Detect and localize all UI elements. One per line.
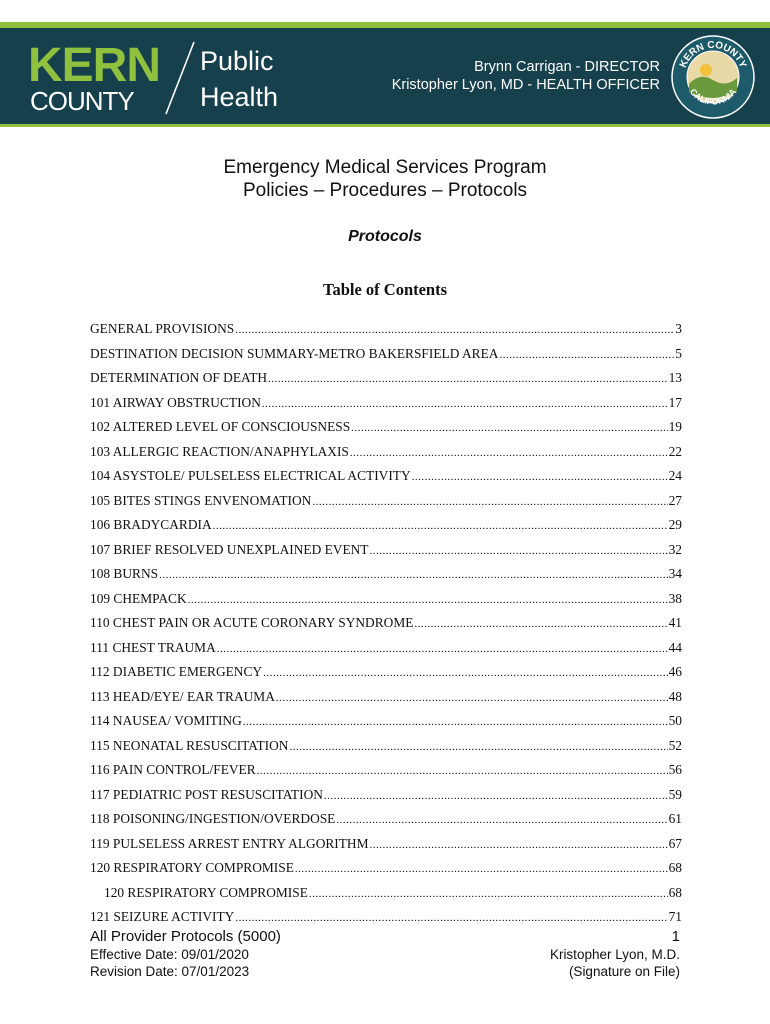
- footer-effective-date: Effective Date: 09/01/2020: [90, 947, 249, 962]
- toc-leader-dots: [295, 857, 668, 881]
- toc-entry-label: 120 RESPIRATORY COMPROMISE: [90, 860, 294, 875]
- toc-heading: Table of Contents: [322, 280, 448, 299]
- toc-leader-dots: [243, 710, 668, 734]
- toc-leader-dots: [289, 735, 667, 759]
- toc-leader-dots: [235, 906, 667, 930]
- toc-entry[interactable]: [90, 489, 682, 514]
- toc-leader-dots: [268, 367, 668, 391]
- footer-signer: Kristopher Lyon, M.D.: [549, 947, 680, 962]
- footer-signature-note: (Signature on File): [568, 964, 680, 979]
- toc-entry-page: 27: [668, 492, 682, 508]
- logo-county-text: COUNTY: [30, 86, 134, 116]
- toc-entry-label: 102 ALTERED LEVEL OF CONSCIOUSNESS: [90, 419, 351, 434]
- toc-entry[interactable]: [90, 881, 682, 906]
- toc-leader-dots: [499, 343, 674, 367]
- toc-entry[interactable]: [90, 562, 682, 587]
- toc-entry-page: 44: [668, 639, 682, 655]
- toc-entry-page: 41: [668, 615, 682, 630]
- toc-entry-label: 115 NEONATAL RESUSCITATION: [90, 737, 289, 753]
- toc-leader-dots: [217, 637, 668, 661]
- title-line-2: Policies – Procedures – Protocols: [242, 180, 528, 201]
- toc-entry-label: 101 AIRWAY OBSTRUCTION: [90, 394, 261, 410]
- leadership-names: [392, 58, 660, 94]
- seal-top-text: KERN COUNTY: [677, 39, 749, 70]
- toc-entry-page: 59: [668, 786, 682, 802]
- toc-entry-label: 109 CHEMPACK: [90, 590, 187, 606]
- toc-entry-label: 120 RESPIRATORY COMPROMISE: [104, 884, 308, 900]
- toc-leader-dots: [369, 539, 667, 563]
- toc-entry[interactable]: [90, 685, 682, 710]
- toc-entry[interactable]: [90, 660, 682, 685]
- logo-public-text: Public: [200, 46, 274, 76]
- toc-entry[interactable]: [90, 366, 682, 391]
- toc-entry-label: 106 BRADYCARDIA: [90, 517, 212, 532]
- toc-entry-page: 19: [668, 419, 682, 434]
- health-officer-name: Kristopher Lyon, MD - HEALTH OFFICER: [391, 77, 660, 93]
- toc-entry[interactable]: [90, 391, 682, 416]
- toc-leader-dots: [213, 514, 668, 538]
- toc-entry-label: 116 PAIN CONTROL/FEVER: [90, 762, 256, 777]
- toc-entry-label: 118 POISONING/INGESTION/OVERDOSE: [90, 811, 336, 826]
- toc-leader-dots: [336, 808, 667, 832]
- toc-entry[interactable]: [90, 856, 682, 881]
- toc-entry-page: 34: [668, 566, 682, 581]
- toc-entry-page: 24: [668, 468, 682, 483]
- toc-entry-page: 71: [668, 909, 682, 924]
- toc-entry-label: 119 PULSELESS ARREST ENTRY ALGORITHM: [90, 835, 369, 851]
- toc-entry[interactable]: [90, 807, 682, 832]
- page-number: 1: [671, 928, 680, 945]
- toc-entry-page: 68: [668, 860, 682, 875]
- toc-leader-dots: [351, 416, 667, 440]
- toc-entry-label: 108 BURNS: [90, 566, 159, 581]
- toc-entry-page: 3: [675, 321, 682, 336]
- toc-leader-dots: [262, 392, 668, 416]
- toc-leader-dots: [257, 759, 668, 783]
- toc-entry-page: 13: [668, 370, 682, 385]
- toc-entry-label: 104 ASYSTOLE/ PULSELESS ELECTRICAL ACTIVITY: [90, 468, 411, 483]
- footer-right: [550, 928, 680, 980]
- toc-entry[interactable]: [90, 783, 682, 808]
- director-name: Brynn Carrigan - DIRECTOR: [474, 59, 660, 75]
- toc-entry[interactable]: [90, 342, 682, 367]
- toc-entry-page: 52: [668, 737, 682, 753]
- logo-kern-text: KERN: [28, 39, 161, 92]
- toc-entry-page: 48: [668, 688, 682, 704]
- toc-entry-label: 103 ALLERGIC REACTION/ANAPHYLAXIS: [90, 443, 349, 459]
- title-line-1: Emergency Medical Services Program: [223, 157, 547, 178]
- document-title: [0, 156, 770, 202]
- toc-entry-label: DESTINATION DECISION SUMMARY-METRO BAKERSFIELD AREA: [90, 345, 499, 361]
- toc-entry-label: 110 CHEST PAIN OR ACUTE CORONARY SYNDROME: [90, 615, 414, 630]
- seal-bottom-text: CALIFORNIA: [687, 86, 739, 107]
- toc-entry[interactable]: [90, 709, 682, 734]
- toc-entry[interactable]: [90, 905, 682, 930]
- toc-entry-page: 29: [668, 517, 682, 532]
- toc-entry-label: 105 BITES STINGS ENVENOMATION: [90, 492, 312, 508]
- header-banner: [0, 28, 770, 126]
- toc-entry-page: 56: [668, 762, 682, 777]
- toc-entry[interactable]: [90, 538, 682, 563]
- toc-leader-dots: [350, 441, 668, 465]
- toc-entry[interactable]: [90, 758, 682, 783]
- logo-health-text: Health: [200, 82, 279, 112]
- toc-entry-page: 32: [668, 541, 682, 557]
- document-subtitle: Protocols: [348, 228, 422, 245]
- table-of-contents: [90, 317, 682, 930]
- toc-entry-label: 113 HEAD/EYE/ EAR TRAUMA: [90, 688, 275, 704]
- toc-entry[interactable]: [90, 317, 682, 342]
- toc-entry[interactable]: [90, 832, 682, 857]
- footer-doc-name: All Provider Protocols (5000): [90, 928, 281, 945]
- bottom-accent-rule: [0, 124, 770, 127]
- toc-leader-dots: [414, 612, 667, 636]
- toc-entry-page: 38: [668, 590, 682, 606]
- toc-entry-page: 68: [668, 884, 682, 900]
- toc-entry[interactable]: [90, 636, 682, 661]
- toc-leader-dots: [188, 588, 668, 612]
- toc-entry[interactable]: [90, 513, 682, 538]
- toc-entry[interactable]: [90, 440, 682, 465]
- toc-entry-page: 67: [668, 835, 682, 851]
- toc-entry[interactable]: [90, 415, 682, 440]
- county-seal-icon: [670, 34, 756, 120]
- toc-leader-dots: [235, 318, 674, 342]
- toc-leader-dots: [263, 661, 668, 685]
- toc-entry-page: 5: [675, 345, 682, 361]
- logo-slash-icon: [160, 38, 200, 118]
- toc-entry-label: GENERAL PROVISIONS: [90, 321, 235, 336]
- toc-entry-label: 121 SEIZURE ACTIVITY: [90, 909, 235, 924]
- footer-revision-date: Revision Date: 07/01/2023: [90, 964, 250, 979]
- toc-entry-page: 22: [668, 443, 682, 459]
- toc-entry-label: 112 DIABETIC EMERGENCY: [90, 664, 263, 679]
- toc-entry-page: 46: [668, 664, 682, 679]
- toc-entry-label: 117 PEDIATRIC POST RESUSCITATION: [90, 786, 323, 802]
- footer-left: [90, 928, 281, 980]
- toc-leader-dots: [370, 833, 668, 857]
- toc-entry-label: 114 NAUSEA/ VOMITING: [90, 713, 242, 728]
- toc-leader-dots: [412, 465, 668, 489]
- toc-entry-page: 50: [668, 713, 682, 728]
- toc-entry[interactable]: [90, 611, 682, 636]
- toc-entry-label: 107 BRIEF RESOLVED UNEXPLAINED EVENT: [90, 541, 369, 557]
- toc-entry-label: DETERMINATION OF DEATH: [90, 370, 268, 385]
- toc-leader-dots: [309, 882, 668, 906]
- toc-entry[interactable]: [90, 734, 682, 759]
- toc-entry-page: 61: [668, 811, 682, 826]
- toc-leader-dots: [276, 686, 668, 710]
- toc-entry[interactable]: [90, 587, 682, 612]
- toc-leader-dots: [324, 784, 668, 808]
- toc-leader-dots: [159, 563, 668, 587]
- toc-entry-page: 17: [668, 394, 682, 410]
- toc-entry-label: 111 CHEST TRAUMA: [90, 639, 216, 655]
- toc-entry[interactable]: [90, 464, 682, 489]
- toc-leader-dots: [312, 490, 667, 514]
